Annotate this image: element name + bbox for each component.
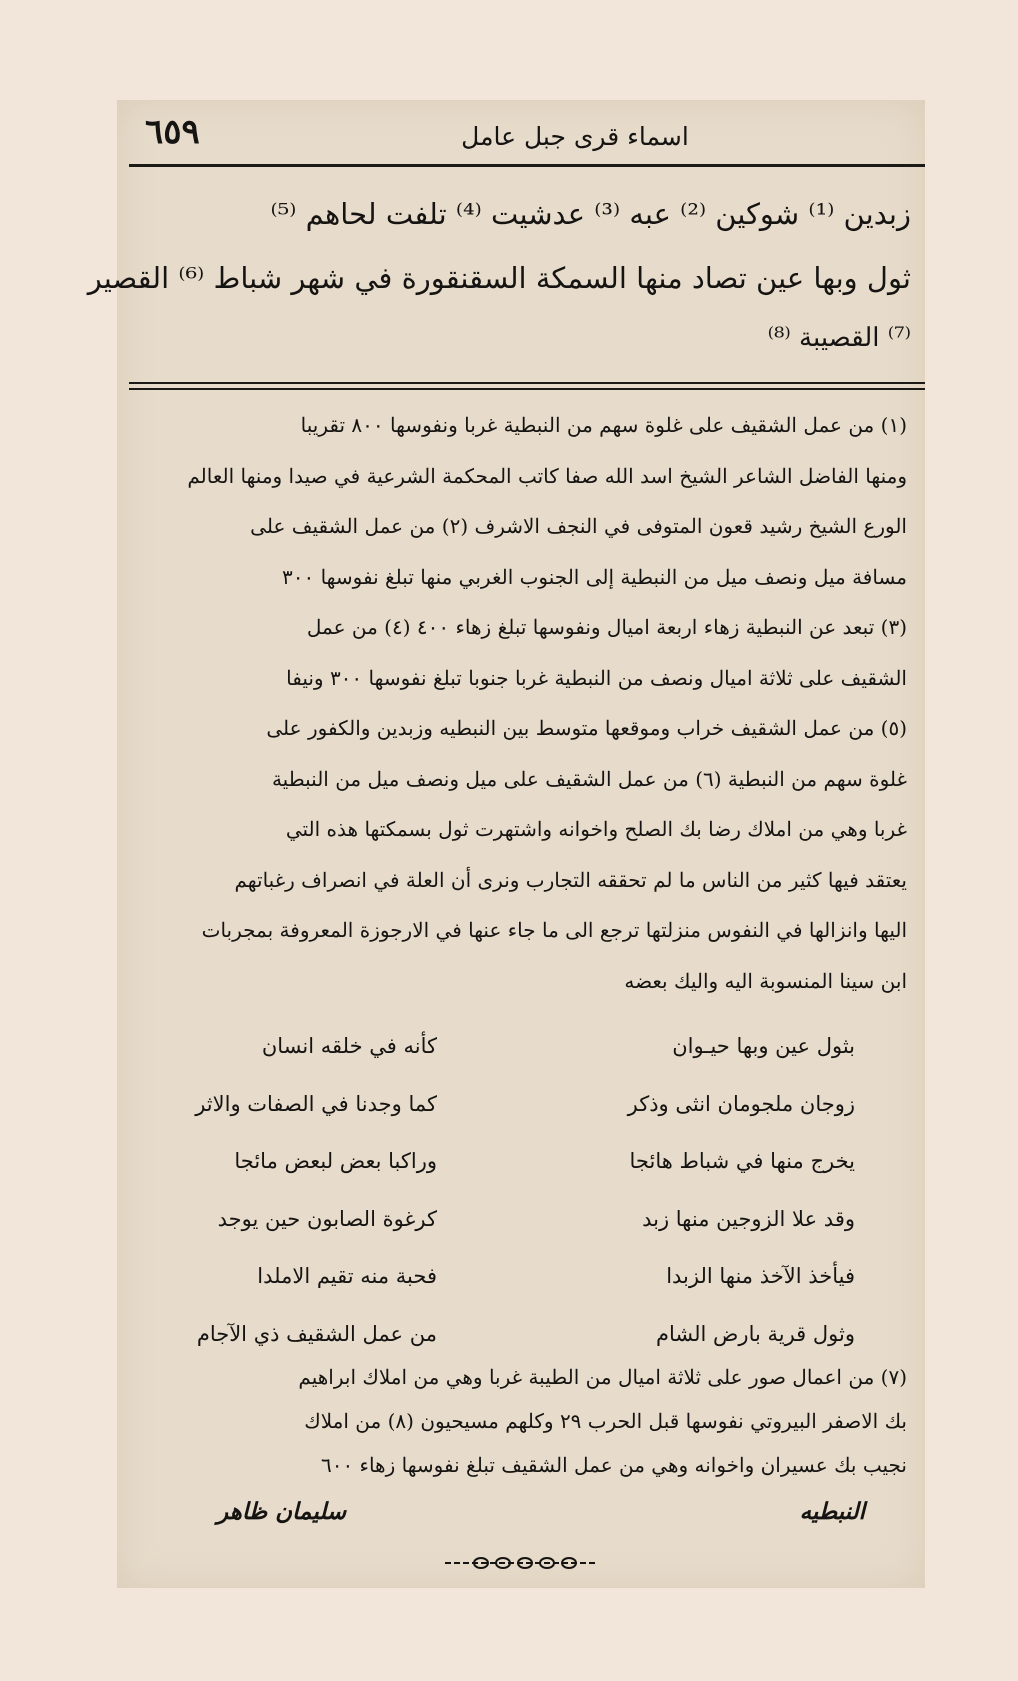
header-rule [129, 164, 925, 167]
poem-first-hemistich: وقد علا الزوجين منها زبد [642, 1206, 855, 1231]
footnote-line: (٥) من عمل الشقيف خراب وموقعها متوسط بين النبطيه وزبدين والكفور على [266, 716, 907, 740]
poem-couplet [177, 1248, 855, 1306]
poem-second-hemistich: كرغوة الصابون حين يوجد [217, 1206, 437, 1231]
footnote-line: غلوة سهم من النبطية (٦) من عمل الشقيف على ميل ونصف ميل من النبطية [271, 766, 907, 791]
footnote-line: مسافة ميل ونصف ميل من النبطية إلى الجنوب الغربي منها تبلغ نفوسها ٣٠٠ [282, 564, 907, 589]
names-line: ⁽⁷⁾ القصيبة ⁽⁸⁾ [767, 323, 911, 353]
book-page [87, 100, 925, 1588]
poem-first-hemistich: وثول قرية بارض الشام [656, 1321, 855, 1346]
poem-second-hemistich: من عمل الشقيف ذي الآجام [196, 1321, 437, 1346]
poem-second-hemistich: فحبة منه تقيم الاملدا [257, 1264, 437, 1288]
signature-place: النبطيه [799, 1498, 865, 1525]
footnote-line: يعتقد فيها كثير من الناس ما لم تحققه التجارب ونرى أن العلة في انصراف رغباتهم [234, 867, 907, 892]
poem-second-hemistich: كما وجدنا في الصفات والاثر [195, 1091, 437, 1116]
footnote-line: ومنها الفاضل الشاعر الشيخ اسد الله صفا كاتب المحكمة الشرعية في صيدا ومنها العالم [187, 463, 907, 488]
poem-couplet [177, 1191, 855, 1249]
footnote-line: بك الاصفر البيروتي نفوسها قبل الحرب ٢٩ وكلهم مسيحيون (٨) من املاك [304, 1409, 907, 1433]
footnote-line: نجيب بك عسيران واخوانه وهي من عمل الشقيف تبلغ نفوسها زهاء ٦٠٠ [320, 1453, 907, 1477]
poem-first-hemistich: يخرج منها في شباط هائجا [629, 1149, 855, 1173]
village-names-block [87, 182, 911, 366]
poem-second-hemistich: كأنه في خلقه انسان [261, 1034, 437, 1058]
footnote-line: (٧) من اعمال صور على ثلاثة اميال من الطيبة غربا وهي من املاك ابراهيم [298, 1365, 907, 1389]
running-title: اسماء قرى جبل عامل [461, 122, 689, 151]
names-line: ثول وبها عين تصاد منها السمكة السقنقورة في شهر شباط ⁽⁶⁾ القصير [87, 261, 911, 295]
poem-first-hemistich: بثول عين وبها حيـوان [672, 1034, 855, 1058]
footnote-line: (٣) تبعد عن النبطية زهاء اربعة اميال ونفوسها تبلغ زهاء ٤٠٠ (٤) من عمل [306, 615, 907, 639]
footnote-line: اليها وانزالها في النفوس منزلتها ترجع الى ما جاء عنها في الارجوزة المعروفة بمجربات [201, 918, 907, 942]
page-number: ٦٥٩ [145, 112, 200, 152]
footnote-rule-bottom [129, 388, 925, 390]
signature-author: سليمان ظاهر [217, 1498, 347, 1525]
footnote-line: غربا وهي من املاك رضا بك الصلح واخوانه واشتهرت ثول بسمكتها هذه التي [285, 817, 907, 841]
footnotes-block [143, 400, 907, 1006]
footnote-line: الشقيف على ثلاثة اميال ونصف من النبطية غربا جنوبا تبلغ نفوسها ٣٠٠ ونيفا [286, 665, 907, 690]
poem-second-hemistich: وراكبا بعض لبعض مائجا [234, 1149, 437, 1173]
footnote-line: (١) من عمل الشقيف على غلوة سهم من النبطية غربا ونفوسها ٨٠٠ تقريبا [300, 413, 907, 437]
footnote-line: ابن سينا المنسوبة اليه واليك بعضه [624, 968, 907, 993]
poem-couplet [177, 1076, 855, 1134]
names-line: زبدين ⁽¹⁾ شوكين ⁽²⁾ عبه ⁽³⁾ عدشيت ⁽⁴⁾ تلفت لحاهم ⁽⁵⁾ [270, 197, 911, 231]
poem-first-hemistich: فيأخذ الآخذ منها الزبدا [666, 1264, 855, 1288]
footnote-rule-top [129, 382, 925, 384]
poem [177, 1018, 855, 1363]
footnote-line: الورع الشيخ رشيد قعون المتوفى في النجف الاشرف (٢) من عمل الشقيف على [250, 514, 907, 538]
poem-couplet [177, 1018, 855, 1076]
ornament-divider-icon [117, 1555, 925, 1574]
footnotes-continued [143, 1355, 907, 1487]
signature-row [177, 1498, 865, 1548]
poem-first-hemistich: زوجان ملجومان انثى وذكر [627, 1091, 855, 1116]
poem-couplet [177, 1133, 855, 1191]
page-header [145, 112, 913, 162]
